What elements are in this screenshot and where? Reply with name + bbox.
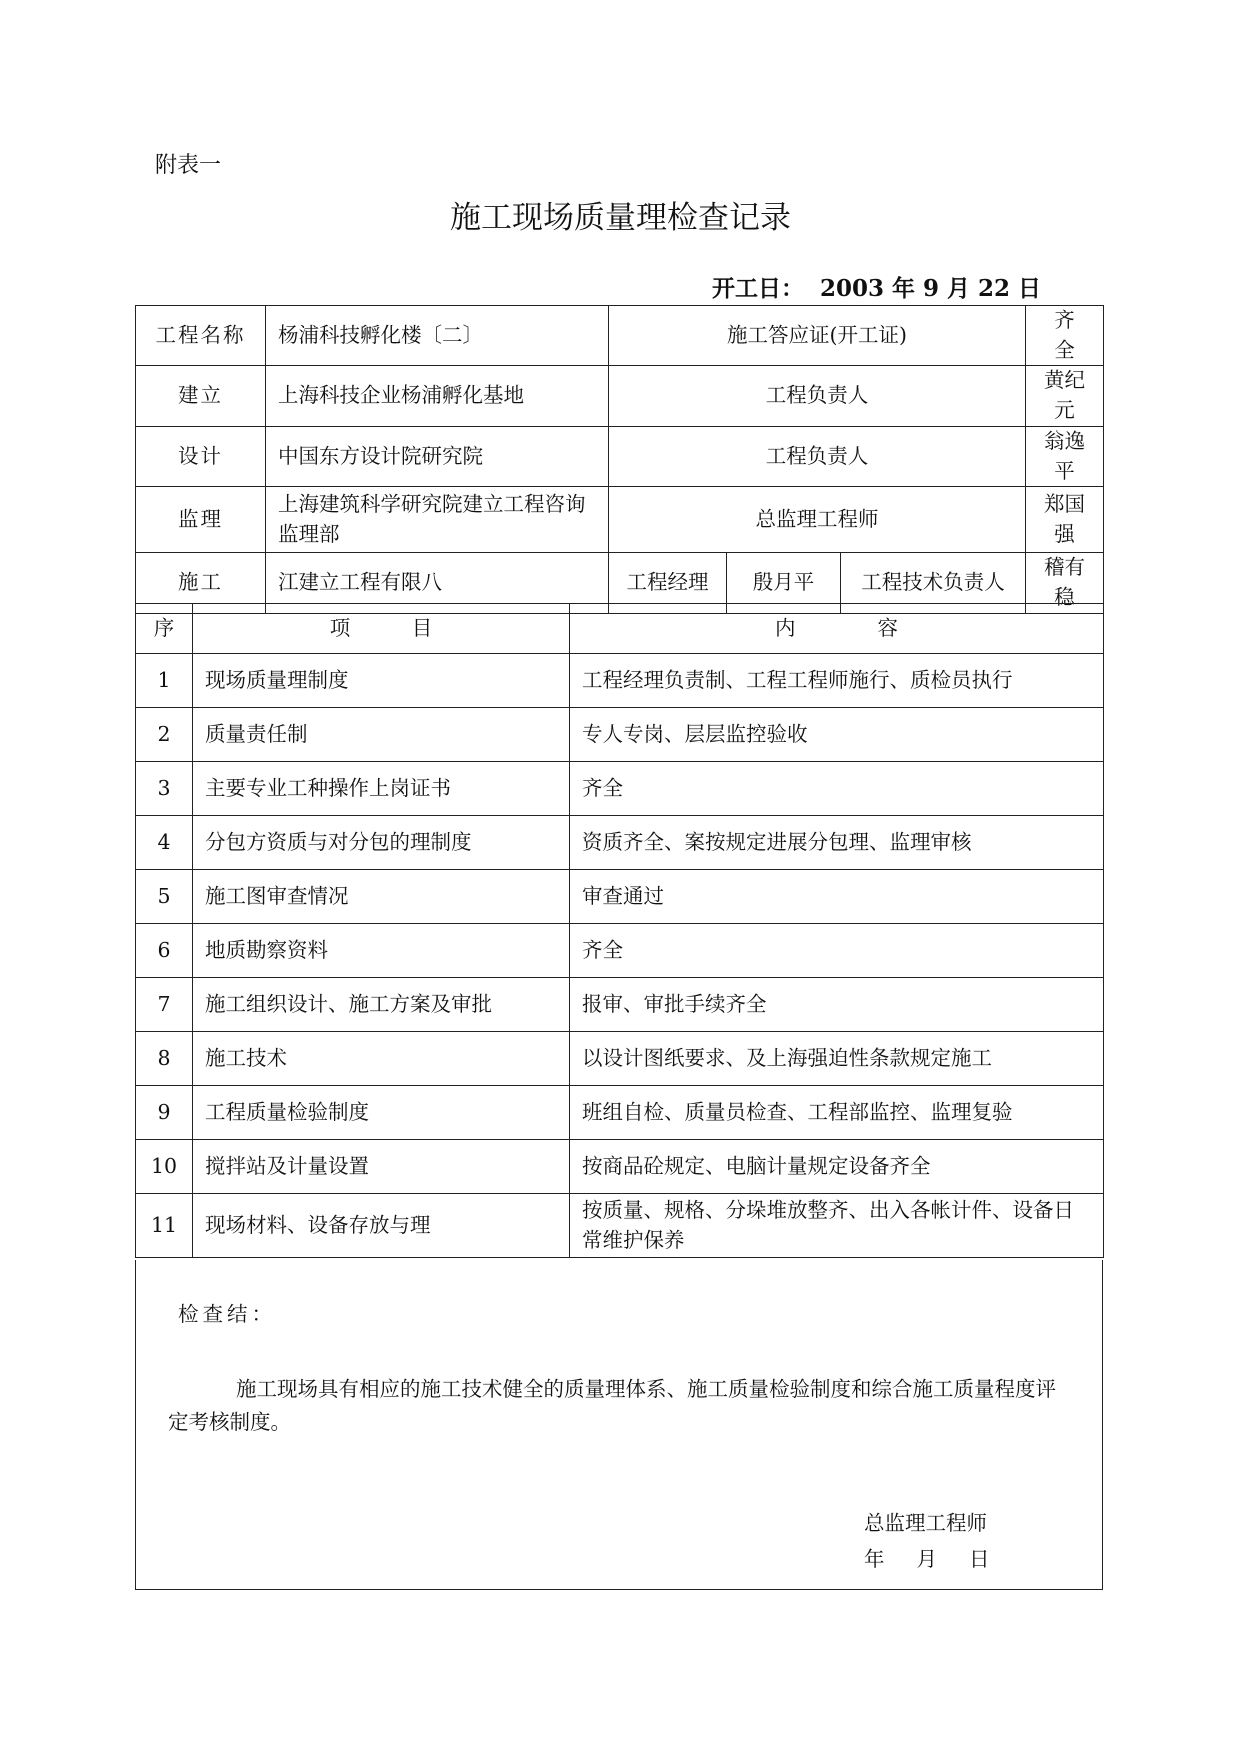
- table-row: [136, 708, 1104, 762]
- item-name: 质量责任制: [193, 708, 570, 762]
- tech-value: 稽有稳: [1026, 553, 1104, 613]
- permit-label: 施工答应证(开工证): [609, 306, 1026, 366]
- design-value: 中国东方设计院研究院: [266, 426, 609, 486]
- design-person-value: 翁逸平: [1026, 426, 1104, 486]
- item-content: 齐全: [570, 924, 1104, 978]
- items-header-row: [136, 604, 1104, 654]
- item-name: 搅拌站及计量设置: [193, 1140, 570, 1194]
- item-content: 报审、审批手续齐全: [570, 978, 1104, 1032]
- sign-day-label: 日: [969, 1547, 990, 1571]
- item-name: 主要专业工种操作上岗证书: [193, 762, 570, 816]
- item-name: 分包方资质与对分包的理制度: [193, 816, 570, 870]
- supervise-person-value: 郑国强: [1026, 487, 1104, 553]
- item-name: 工程质量检验制度: [193, 1086, 570, 1140]
- conclusion-box: [135, 1260, 1103, 1590]
- header-num: 序: [136, 604, 193, 654]
- sign-year-label: 年: [864, 1547, 885, 1571]
- design-person-label: 工程负责人: [609, 426, 1026, 486]
- table-row: [136, 870, 1104, 924]
- item-number: 7: [136, 978, 193, 1032]
- row-build: [136, 366, 1104, 426]
- row-supervise: [136, 487, 1104, 553]
- table-row: [136, 1032, 1104, 1086]
- item-number: 3: [136, 762, 193, 816]
- sign-month-label: 月: [916, 1547, 937, 1571]
- table-row: [136, 654, 1104, 708]
- item-number: 6: [136, 924, 193, 978]
- header-content: 内 容: [570, 604, 1104, 654]
- item-name: 地质勘察资料: [193, 924, 570, 978]
- appendix-label: 附表一: [155, 153, 222, 178]
- supervise-value: 上海建筑科学研究院建立工程咨询监理部: [266, 487, 609, 553]
- item-name: 施工图审查情况: [193, 870, 570, 924]
- table-row: [136, 762, 1104, 816]
- supervise-label: 监理: [136, 487, 266, 553]
- header-item: 项 目: [193, 604, 570, 654]
- build-person-value: 黄纪元: [1026, 366, 1104, 426]
- conclusion-text: 施工现场具有相应的施工技术健全的质量理体系、施工质量检验制度和综合施工质量程度评定考核制度。: [168, 1377, 1056, 1434]
- item-number: 4: [136, 816, 193, 870]
- item-content: 按质量、规格、分垛堆放整齐、出入各帐计件、设备日常维护保养: [570, 1194, 1104, 1258]
- design-label: 设计: [136, 426, 266, 486]
- item-content: 专人专岗、层层监控验收: [570, 708, 1104, 762]
- construct-value: 江建立工程有限八: [266, 553, 609, 613]
- item-name: 现场材料、设备存放与理: [193, 1194, 570, 1258]
- build-value: 上海科技企业杨浦孵化基地: [266, 366, 609, 426]
- table-row: [136, 1086, 1104, 1140]
- item-content: 班组自检、质量员检查、工程部监控、监理复验: [570, 1086, 1104, 1140]
- start-date-value: 2003 年 9 月 22 日: [820, 275, 1042, 302]
- build-person-label: 工程负责人: [609, 366, 1026, 426]
- item-number: 9: [136, 1086, 193, 1140]
- supervise-person-label: 总监理工程师: [609, 487, 1026, 553]
- project-info-table: [135, 305, 1104, 614]
- pm-value: 殷月平: [727, 553, 841, 613]
- item-name: 施工技术: [193, 1032, 570, 1086]
- item-number: 11: [136, 1194, 193, 1258]
- item-number: 1: [136, 654, 193, 708]
- item-name: 现场质量理制度: [193, 654, 570, 708]
- table-row: [136, 924, 1104, 978]
- row-project-name: [136, 306, 1104, 366]
- item-content: 工程经理负责制、工程工程师施行、质检员执行: [570, 654, 1104, 708]
- project-name-value: 杨浦科技孵化楼〔二〕: [266, 306, 609, 366]
- table-row: [136, 816, 1104, 870]
- item-content: 资质齐全、案按规定进展分包理、监理审核: [570, 816, 1104, 870]
- tech-label: 工程技术负责人: [841, 553, 1026, 613]
- permit-value: 齐 全: [1026, 306, 1104, 366]
- item-number: 10: [136, 1140, 193, 1194]
- sign-date: [864, 1542, 990, 1572]
- item-content: 按商品砼规定、电脑计量规定设备齐全: [570, 1140, 1104, 1194]
- table-row: [136, 978, 1104, 1032]
- construct-label: 施工: [136, 553, 266, 613]
- project-name-label: 工程名称: [136, 306, 266, 366]
- item-name: 施工组织设计、施工方案及审批: [193, 978, 570, 1032]
- start-date-label: 开工日：: [712, 275, 804, 302]
- conclusion-label: 检查结：: [178, 1302, 276, 1326]
- item-number: 5: [136, 870, 193, 924]
- table-row: [136, 1140, 1104, 1194]
- item-number: 2: [136, 708, 193, 762]
- start-date: [712, 270, 1041, 303]
- page-title: 施工现场质量理检查记录: [450, 200, 791, 236]
- table-row: [136, 1194, 1104, 1258]
- signer-title: 总监理工程师: [864, 1511, 987, 1535]
- item-number: 8: [136, 1032, 193, 1086]
- item-content: 审查通过: [570, 870, 1104, 924]
- pm-label: 工程经理: [609, 553, 727, 613]
- item-content: 齐全: [570, 762, 1104, 816]
- row-design: [136, 426, 1104, 486]
- inspection-items-table: [135, 603, 1104, 1258]
- build-label: 建立: [136, 366, 266, 426]
- item-content: 以设计图纸要求、及上海强迫性条款规定施工: [570, 1032, 1104, 1086]
